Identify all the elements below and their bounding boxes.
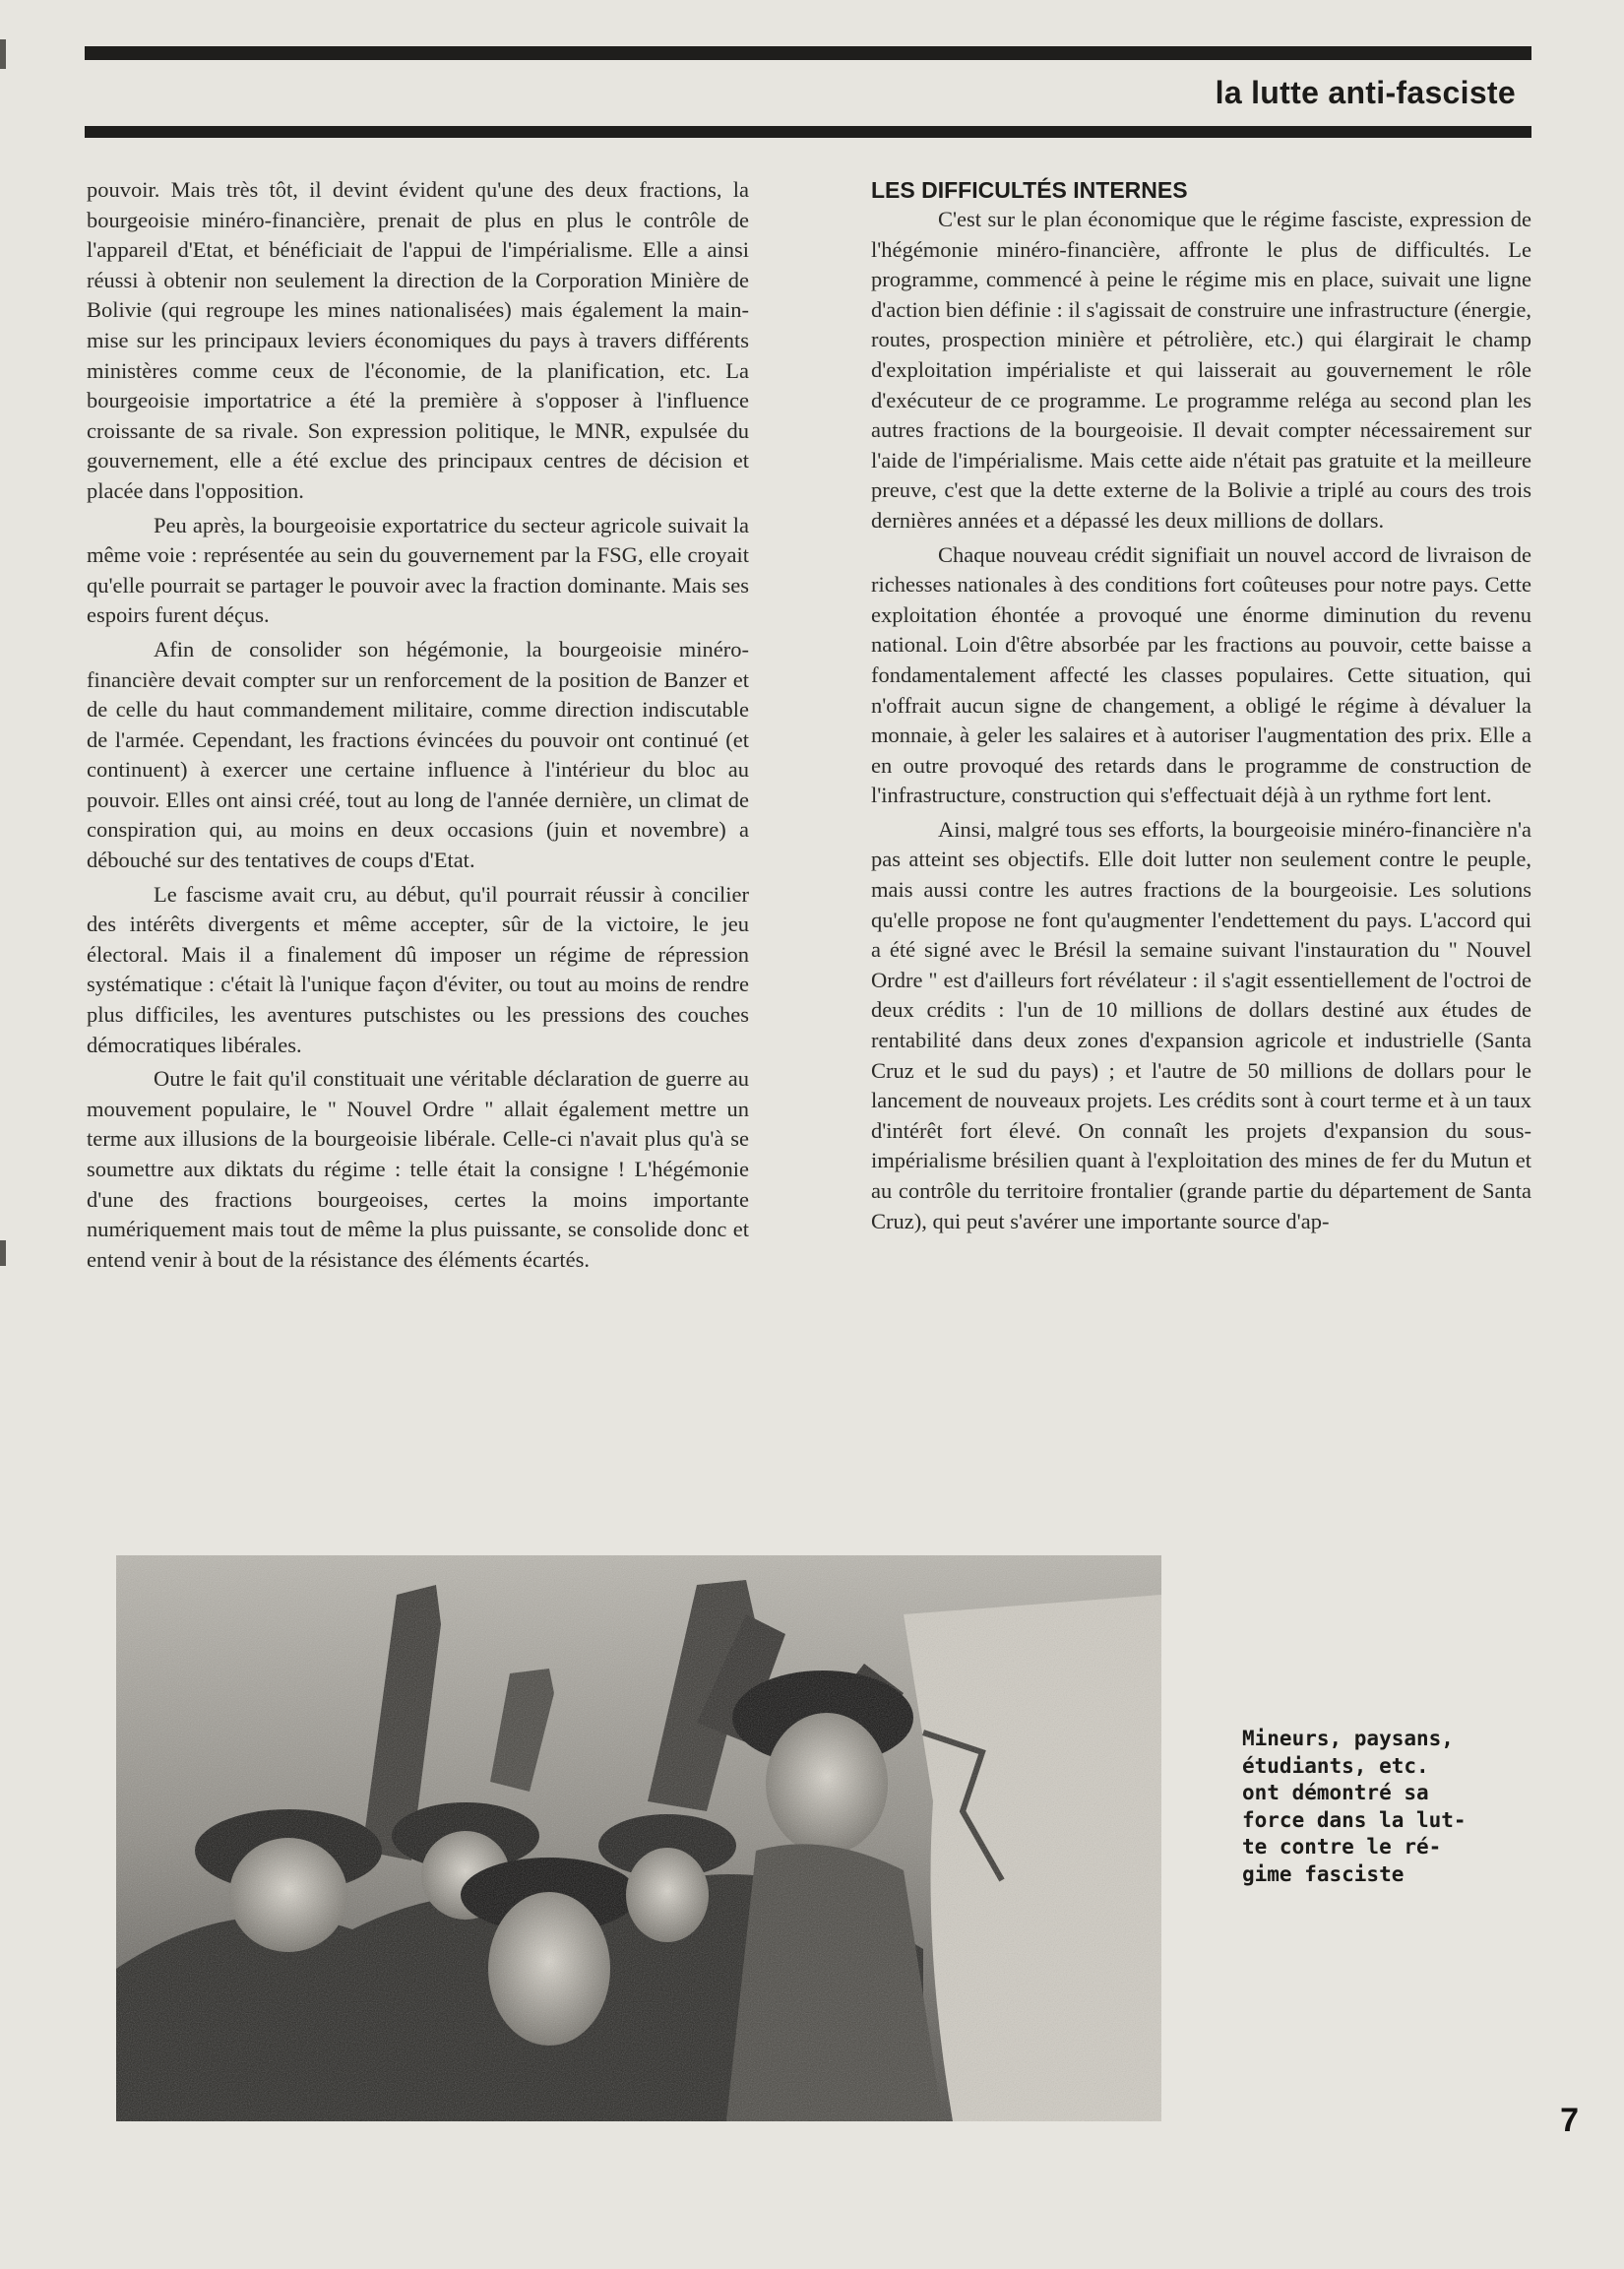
section-heading: LES DIFFICULTÉS INTERNES (871, 177, 1188, 203)
photo-caption: Mineurs, paysans, étudiants, etc. ont démontré sa force dans la lut- te contre le ré- gime fasciste (1242, 1727, 1467, 1886)
left-column (87, 175, 749, 1275)
header-rule-bottom (85, 126, 1531, 138)
news-photo (116, 1555, 1161, 2121)
binding-edge (0, 1240, 6, 1266)
header-rule-top (85, 46, 1531, 60)
page-number: 7 (1560, 2102, 1579, 2139)
body-paragraph: Afin de consolider son hégémonie, la bourgeoisie minéro-financière devait compter sur un renforcement de la position de Banzer et de celle du haut commandement militaire, comme direction indiscutable de l'armée. Cependant, les fractions évincées du pouvoir ont continué (et continuent) à exercer une certaine influence à l'intérieur du bloc au pouvoir. Elles ont ainsi créé, tout au long de l'année dernière, un climat de conspiration qui, au moins en deux occasions (juin et novembre) a débouché sur des tentatives de coups d'Etat. (87, 636, 749, 873)
body-paragraph: pouvoir. Mais très tôt, il devint évident qu'une des deux fractions, la bourgeoisie minéro-financière, prenait de plus en plus le contrôle de l'appareil d'Etat, et bénéficiait de l'appui de l'impérialisme. Elle a ainsi réussi à obtenir non seulement la direction de la Corporation Minière de Bolivie (qui regroupe les mines nationalisées) mais également la main-mise sur les principaux leviers économiques du pays à travers différents ministères comme ceux de l'économie, de la planification, etc. La bourgeoisie importatrice a été la première à s'opposer à l'influence croissante de sa rivale. Son expression politique, le MNR, expulsée du gouvernement, elle a été exclue des principaux centres de décision et placée dans l'opposition. (87, 177, 749, 503)
body-paragraph: Outre le fait qu'il constituait une véritable déclaration de guerre au mouvement populaire, le " Nouvel Ordre " allait également mettre un terme aux illusions de la bourgeoisie libérale. Celle-ci n'avait plus qu'à se soumettre aux diktats du régime : telle était la consigne ! L'hégémonie d'une des fractions bourgeoises, certes la moins importante numériquement mais tout de même la plus puissante, se consolide donc et entend venir à bout de la résistance des éléments écartés. (87, 1066, 749, 1272)
body-paragraph: C'est sur le plan économique que le régime fasciste, expression de l'hégémonie minéro-financière, affronte le plus de difficultés. Le programme, commencé à peine le régime mis en place, suivait une ligne d'action bien définie : il s'agissait de construire une infrastructure (énergie, routes, prospection minière et pétrolière, etc.) qui élargirait le champ d'exploitation impérialiste et qui laisserait au gouvernement le rôle d'exécuteur de ce programme. Le programme reléga au second plan les autres fractions de la bourgeoisie. Il devait compter nécessairement sur l'aide de l'impérialisme. Mais cette aide n'était pas gratuite et la meilleure preuve, c'est que la dette externe de la Bolivie a triplé au cours des trois dernières années et a dépassé les deux millions de dollars. (871, 207, 1531, 533)
section-title: la lutte anti-fasciste (1215, 75, 1516, 110)
body-paragraph: Chaque nouveau crédit signifiait un nouvel accord de livraison de richesses nationales à des conditions fort coûteuses pour notre pays. Cette exploitation éhontée a provoqué une énorme diminution du revenu national. Loin d'être absorbée par les fractions au pouvoir, cette baisse a fondamentalement affecté les classes populaires. Cette situation, qui n'offrait aucun signe de changement, a obligé le régime à dévaluer la monnaie, à geler les salaires et à autoriser l'augmentation des prix. Elle a en outre provoqué des retards dans le programme de construction de l'infrastructure, construction qui s'effectuait déjà à un rythme fort lent. (871, 541, 1531, 808)
miners-crowd-photo (116, 1555, 1161, 2121)
body-paragraph: Le fascisme avait cru, au début, qu'il pourrait réussir à concilier des intérêts divergents et même accepter, sûr de la victoire, le jeu électoral. Mais il a finalement dû imposer un régime de répression systématique : c'était là l'unique façon d'éviter, ou tout au moins de rendre plus difficiles, les aventures putschistes ou les pressions des couches démocratiques libérales. (87, 881, 749, 1057)
body-paragraph: Peu après, la bourgeoisie exportatrice du secteur agricole suivait la même voie : représentée au sein du gouvernement par la FSG, elle croyait qu'elle pourrait se partager le pouvoir avec la fraction dominante. Mais ses espoirs furent déçus. (87, 512, 749, 628)
body-paragraph: Ainsi, malgré tous ses efforts, la bourgeoisie minéro-financière n'a pas atteint ses objectifs. Elle doit lutter non seulement contre le peuple, mais aussi contre les autres fractions de la bourgeoisie. Les solutions qu'elle propose ne font qu'augmenter l'endettement du pays. L'accord qui a été signé avec le Brésil la semaine suivant l'instauration du " Nouvel Ordre " est d'ailleurs fort révélateur : il s'agit essentiellement de l'octroi de deux crédits : l'un de 10 millions de dollars destiné aux études de rentabilité dans deux zones d'expansion agricole et industrielle (Santa Cruz et le sud du pays) ; et l'autre de 50 millions de dollars pour le lancement de nouveaux projets. Les crédits sont à court terme et à un taux d'intérêt fort élevé. On connaît les projets d'expansion du sous-impérialisme brésilien quant à l'exploitation des mines de fer du Mutun et au contrôle du territoire frontalier (grande partie du département de Santa Cruz), qui peut s'avérer une importante source d'ap- (871, 816, 1531, 1233)
right-column (871, 175, 1531, 1236)
binding-edge (0, 39, 6, 69)
